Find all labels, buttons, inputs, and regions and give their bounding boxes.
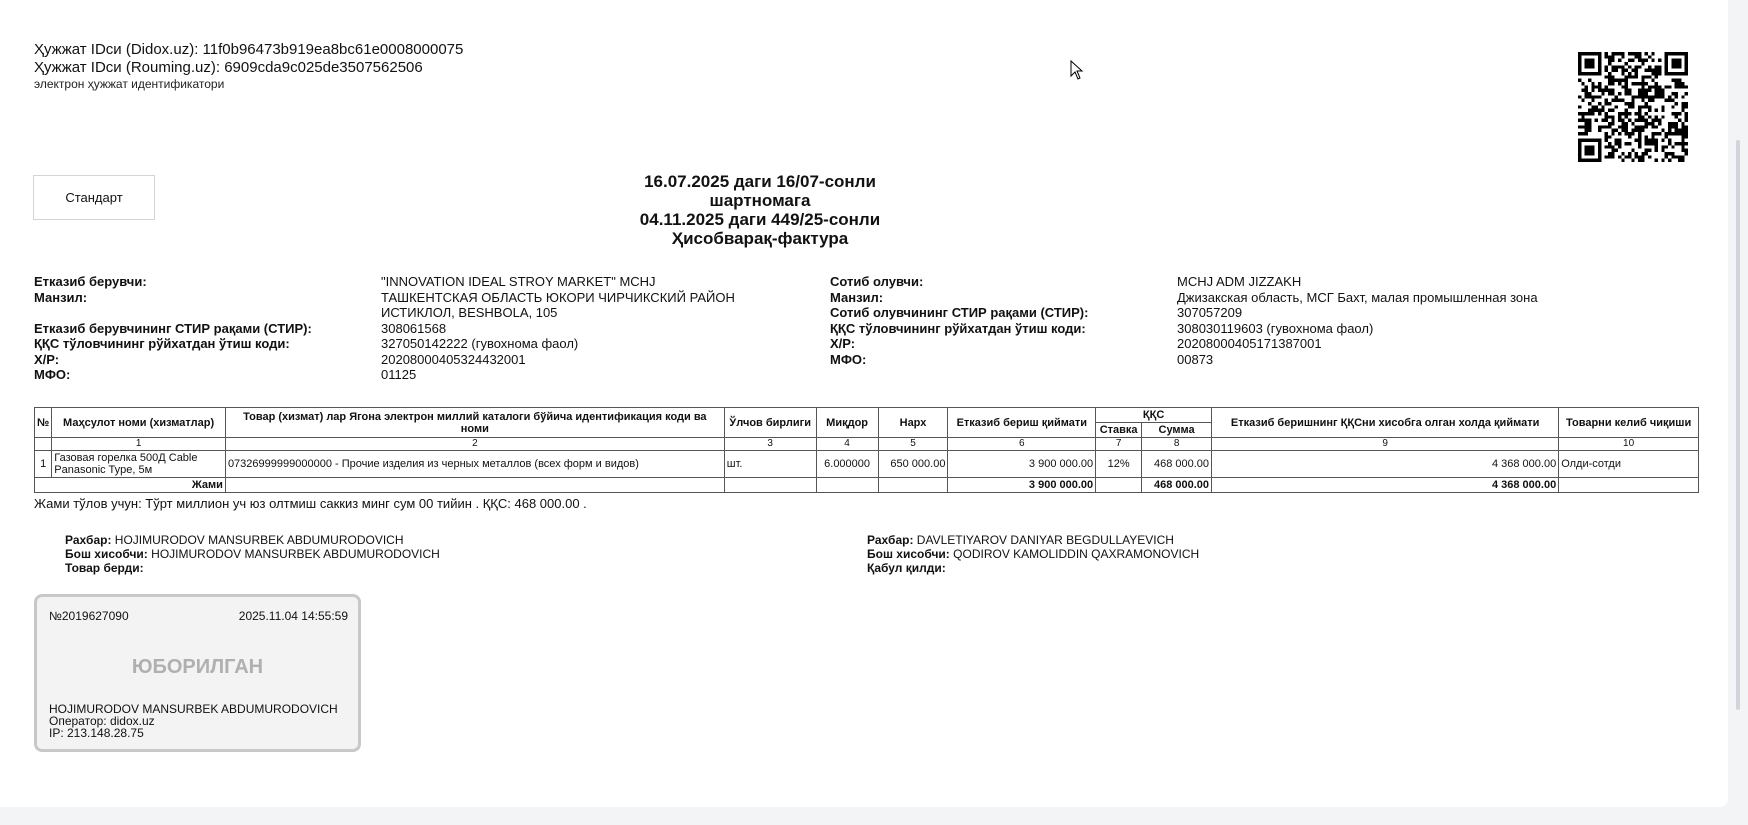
- ids-caption: электрон ҳужжат идентификатори: [34, 77, 225, 91]
- index-cell: 2: [225, 438, 724, 451]
- col-catalog: Товар (хизмат) лар Ягона электрон миллий каталоги бўйича идентификация коди ва номи: [225, 408, 724, 438]
- col-delivery-cost: Етказиб бериш қиймати: [948, 408, 1096, 438]
- buyer-account-label: Х/Р:: [830, 336, 856, 351]
- col-origin: Товарни келиб чиқиши: [1559, 408, 1699, 438]
- row-origin: Олди-сотди: [1559, 451, 1699, 478]
- index-cell: 9: [1212, 438, 1559, 451]
- buyer-head-label: Рахбар:: [867, 533, 914, 547]
- buyer-accountant-label: Бош хисобчи:: [867, 547, 950, 561]
- col-price: Нарх: [878, 408, 948, 438]
- received-label: Қабул қилди:: [867, 561, 946, 575]
- row-no: 1: [35, 451, 52, 478]
- buyer-block: [830, 274, 1597, 367]
- index-cell: 7: [1096, 438, 1142, 451]
- index-cell: 1: [52, 438, 226, 451]
- row-total-with-vat: 4 368 000.00: [1212, 451, 1559, 478]
- row-price: 650 000.00: [878, 451, 948, 478]
- index-cell: 4: [816, 438, 878, 451]
- row-qty: 6.000000: [816, 451, 878, 478]
- seller-account-value: 20208000405324432001: [381, 351, 526, 367]
- stamp-status: ЮБОРИЛГАН: [131, 656, 264, 678]
- buyer-address-label: Манзил:: [830, 289, 884, 305]
- total-empty: [816, 478, 878, 493]
- total-vat-sum: 468 000.00: [1142, 478, 1212, 493]
- total-with-vat: 4 368 000.00: [1212, 478, 1559, 493]
- table-row: [35, 451, 1699, 478]
- supplier-value: "INNOVATION IDEAL STROY MARKET" MCHJ: [381, 274, 656, 289]
- table-header-row: [35, 408, 1699, 423]
- row-vat-sum: 468 000.00: [1142, 451, 1212, 478]
- total-empty: [225, 478, 724, 493]
- col-vat: ҚҚС: [1096, 408, 1212, 423]
- buyer-stir-label: Сотиб олувчининг СТИР рақами (СТИР):: [830, 305, 1089, 320]
- rouming-id: Ҳужжат IDси (Rouming.uz): 6909cda9c025de3507562506: [34, 59, 423, 76]
- seller-stir-label: Етказиб берувчининг СТИР рақами (СТИР):: [34, 320, 312, 336]
- seller-vat-label: ҚҚС тўловчининг рўйхатдан ўтиш коди:: [34, 336, 290, 351]
- stamp-ip: IP: 213.148.28.75: [49, 726, 144, 740]
- seller-block: [34, 274, 801, 383]
- document-ids: [34, 41, 463, 91]
- standard-button[interactable]: Стандарт: [33, 175, 155, 220]
- buyer-stir-value: 307057209: [1177, 305, 1243, 320]
- supplier-label: Етказиб берувчи:: [34, 274, 147, 289]
- seller-account-label: Х/Р:: [34, 351, 60, 367]
- buyer-label: Сотиб олувчи:: [830, 274, 924, 289]
- col-vat-rate: Ставка: [1096, 423, 1142, 438]
- seller-mfo-value: 01125: [381, 367, 417, 382]
- scrollbar[interactable]: [1736, 140, 1740, 710]
- seller-mfo-label: МФО:: [34, 367, 71, 382]
- col-total-with-vat: Етказиб беришнинг ҚҚСни хисобга олган холда қиймати: [1212, 408, 1559, 438]
- stamp-number: №2019627090: [49, 609, 129, 623]
- seller-vat-value: 327050142222 (гувохнома фаол): [381, 336, 579, 351]
- row-delivery-cost: 3 900 000.00: [948, 451, 1096, 478]
- seller-head-label: Рахбар:: [65, 533, 112, 547]
- title-number-line: 04.11.2025 даги 449/25-сонли: [639, 210, 881, 229]
- total-delivery-cost: 3 900 000.00: [948, 478, 1096, 493]
- total-empty: [1559, 478, 1699, 493]
- sent-stamp: [34, 594, 361, 752]
- row-unit: шт.: [724, 451, 816, 478]
- title-contract-line: 16.07.2025 даги 16/07-сонли шартномага: [644, 172, 876, 210]
- table-total-row: [35, 478, 1699, 493]
- buyer-account-value: 20208000405171387001: [1177, 336, 1322, 351]
- total-empty: [878, 478, 948, 493]
- buyer-address-value: Джизакская область, МСГ Бахт, малая промышленная зона: [1177, 289, 1538, 305]
- table-index-row: [35, 438, 1699, 451]
- buyer-accountant-value: QODIROV KAMOLIDDIN QAXRAMONOVICH: [953, 547, 1200, 561]
- seller-head-value: HOJIMURODOV MANSURBEK ABDUMURODOVICH: [114, 533, 404, 547]
- col-unit: Ўлчов бирлиги: [724, 408, 816, 438]
- stamp-signer-info: [49, 703, 338, 739]
- row-vat-rate: 12%: [1096, 451, 1142, 478]
- index-cell: 5: [878, 438, 948, 451]
- total-empty: [724, 478, 816, 493]
- index-cell: 3: [724, 438, 816, 451]
- seller-address-label: Манзил:: [34, 289, 88, 305]
- stamp-operator: Оператор: didox.uz: [49, 714, 155, 728]
- buyer-mfo-value: 00873: [1177, 351, 1214, 367]
- invoice-title: [600, 172, 920, 248]
- col-vat-sum: Сумма: [1142, 423, 1212, 438]
- index-cell: 6: [948, 438, 1096, 451]
- total-label: Жами: [35, 478, 226, 493]
- row-name: Газовая горелка 500Д Cable Panasonic Type, 5м: [52, 451, 226, 478]
- row-catalog: 07326999999000000 - Прочие изделия из черных металлов (всех форм и видов): [225, 451, 724, 478]
- mouse-cursor-icon: [1070, 60, 1084, 80]
- index-cell: 8: [1142, 438, 1212, 451]
- items-table: [34, 407, 1699, 493]
- qr-code-icon: [1578, 52, 1688, 162]
- total-in-words: Жами тўлов учун: Тўрт миллион уч юз олтмиш саккиз минг сум 00 тийин . ҚҚС: 468 000.00 .: [34, 496, 587, 511]
- released-label: Товар берди:: [65, 561, 144, 575]
- buyer-vat-label: ҚҚС тўловчининг рўйхатдан ўтиш коди:: [830, 320, 1086, 336]
- col-qty: Миқдор: [816, 408, 878, 438]
- stamp-datetime: 2025.11.04 14:55:59: [238, 609, 348, 623]
- buyer-vat-value: 308030119603 (гувохнома фаол): [1177, 320, 1374, 336]
- seller-accountant-value: HOJIMURODOV MANSURBEK ABDUMURODOVICH: [151, 547, 440, 561]
- seller-address-value: ТАШКЕНТСКАЯ ОБЛАСТЬ ЮКОРИ ЧИРЧИКСКИЙ РАЙОН ИСТИКЛОЛ, BESHBOLA, 105: [381, 289, 735, 320]
- col-name: Маҳсулот номи (хизматлар): [52, 408, 226, 438]
- buyer-signatures: [867, 533, 1199, 575]
- total-empty: [1096, 478, 1142, 493]
- title-invoice-line: Ҳисобварақ-фактура: [671, 229, 849, 248]
- col-no: №: [35, 408, 52, 438]
- index-cell: [35, 438, 52, 451]
- buyer-mfo-label: МФО:: [830, 351, 867, 367]
- didox-id: Ҳужжат IDси (Didox.uz): 11f0b96473b919ea8bc61e0008000075: [34, 41, 464, 58]
- index-cell: 10: [1559, 438, 1699, 451]
- seller-signatures: [65, 533, 440, 575]
- stamp-signer: HOJIMURODOV MANSURBEK ABDUMURODOVICH: [49, 702, 338, 716]
- buyer-head-value: DAVLETIYAROV DANIYAR BEGDULLAYEVICH: [916, 533, 1174, 547]
- seller-stir-value: 308061568: [381, 320, 447, 336]
- seller-accountant-label: Бош хисобчи:: [65, 547, 148, 561]
- buyer-value: MCHJ ADM JIZZAKH: [1177, 274, 1302, 289]
